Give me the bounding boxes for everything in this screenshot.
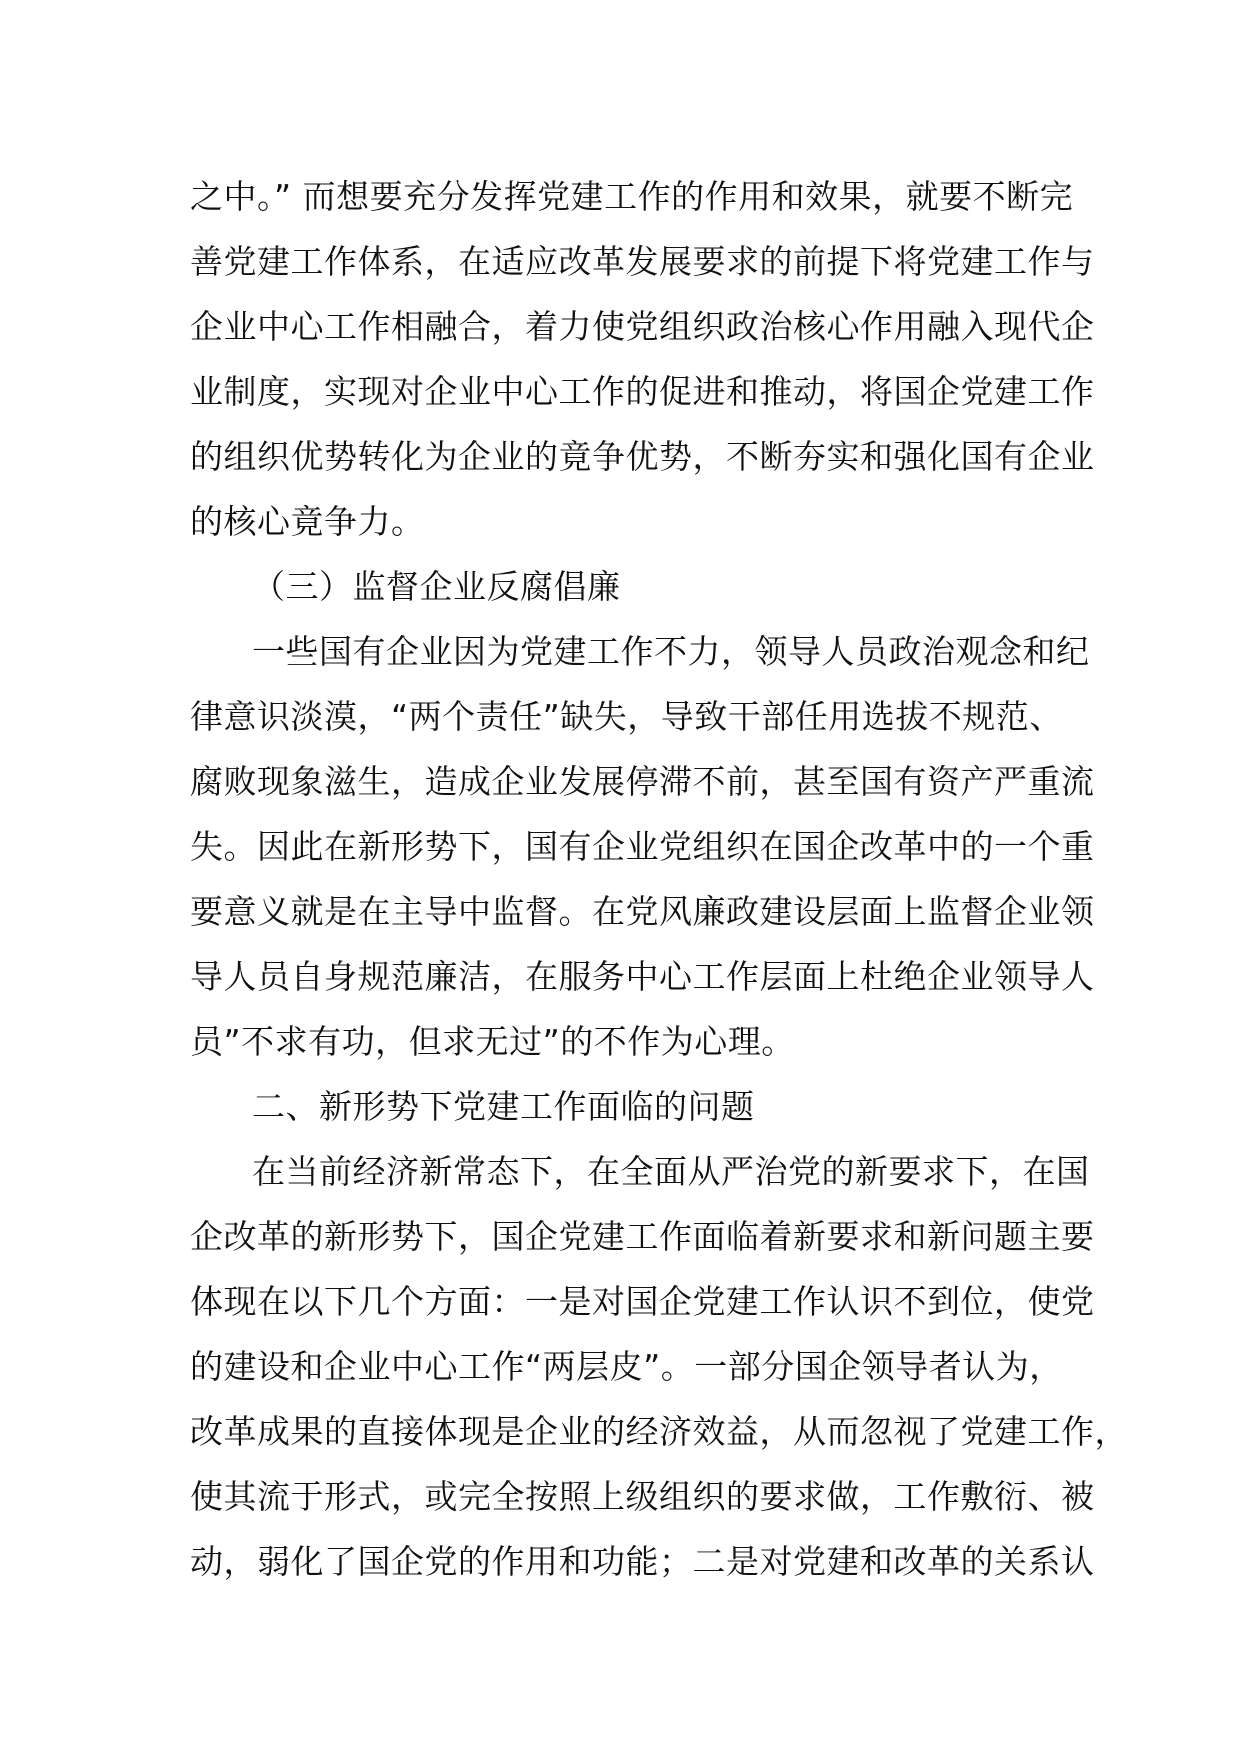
text-line: 的组织优势转化为企业的竟争优势，不断夯实和强化国有企业 [190, 437, 1095, 476]
text-line: 使其流于形式，或完全按照上级组织的要求做，工作敷衍、被 [190, 1477, 1095, 1516]
text-line: 的建设和企业中心工作“两层皮”。一部分国企领导者认为， [190, 1347, 1063, 1386]
text-line: 改革成果的直接体现是企业的经济效益，从而忽视了党建工作， [190, 1412, 1128, 1451]
text-line: 动，弱化了国企党的作用和功能；二是对党建和改革的关系认 [190, 1542, 1095, 1581]
text-line: 之中。” 而想要充分发挥党建工作的作用和效果，就要不断完 [190, 177, 1074, 216]
paragraph-first-line: 在当前经济新常态下，在全面从严治党的新要求下，在国 [252, 1152, 1090, 1191]
text-line: 善党建工作体系，在适应改革发展要求的前提下将党建工作与 [190, 242, 1095, 281]
text-line: 要意义就是在主导中监督。在党风廉政建设层面上监督企业领 [190, 892, 1095, 931]
body-text [190, 164, 1128, 1594]
section-heading: 二、新形势下党建工作面临的问题 [252, 1087, 755, 1126]
paragraph-first-line: 一些国有企业因为党建工作不力，领导人员政治观念和纪 [252, 632, 1090, 671]
text-line: 体现在以下几个方面：一是对国企党建工作认识不到位，使党 [190, 1282, 1095, 1321]
text-line: 业制度，实现对企业中心工作的促进和推动，将国企党建工作 [190, 372, 1095, 411]
section-heading: （三）监督企业反腐倡廉 [252, 567, 621, 606]
text-line: 导人员自身规范廉洁，在服务中心工作层面上杜绝企业领导人 [190, 957, 1095, 996]
text-line: 的核心竟争力。 [190, 502, 425, 541]
text-line: 腐败现象滋生，造成企业发展停滞不前，甚至国有资产严重流 [190, 762, 1095, 801]
text-line: 企业中心工作相融合，着力使党组织政治核心作用融入现代企 [190, 307, 1095, 346]
text-line: 企改革的新形势下，国企党建工作面临着新要求和新问题主要 [190, 1217, 1095, 1256]
text-line: 失。因此在新形势下，国有企业党组织在国企改革中的一个重 [190, 827, 1095, 866]
text-line: 律意识淡漠，“两个责任”缺失，导致干部任用选拔不规范、 [190, 697, 1063, 736]
text-line: 员”不求有功，但求无过”的不作为心理。 [190, 1022, 795, 1061]
